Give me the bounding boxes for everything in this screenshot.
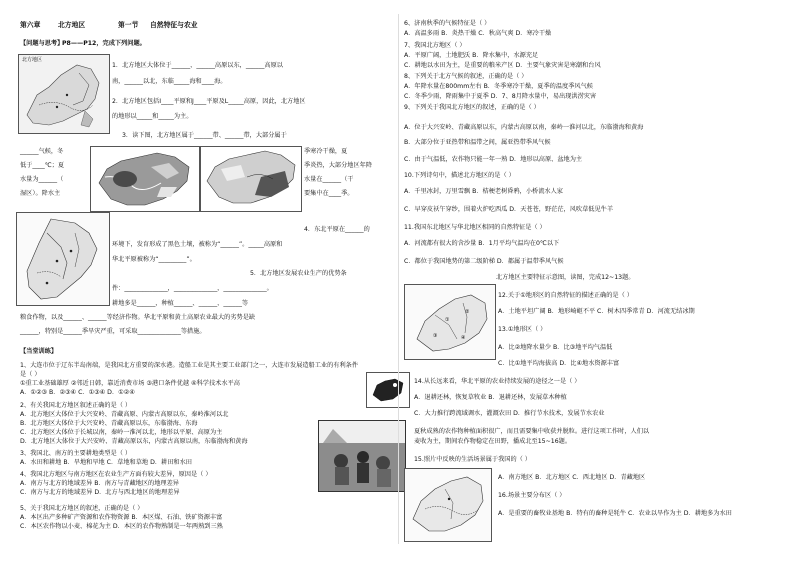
p1-line-4: A．①②③ B．②③④ C．①③④ D．①②④ [20, 389, 135, 396]
preview-heading: 【问题与思考】 [20, 40, 64, 47]
q7-line-3: C．耕地以水田为主，是重要的粮米产区 D．主要气象灾害是寒潮和台风 [404, 62, 601, 69]
q14-options-ab: A．退耕还林，恢复草牧业 B．退耕还林，发展草木种植 [414, 394, 567, 401]
photo-text-2: 麦收为主，期间农作物稳定在田野，播成北至15~16题。 [414, 438, 572, 445]
small-outline-map-drawing [367, 373, 409, 407]
q3-line-7: 水量在______（干 [304, 176, 354, 183]
p4-line-1: 4、我国北方地区与南方地区在农业生产方面有较大差异，原因是（ ） [20, 471, 212, 478]
q3-line-2: ______气候，冬 [20, 148, 64, 155]
svg-text:①: ① [445, 317, 450, 323]
q4-line-1: 4．东北平原在______的 [304, 226, 370, 233]
q7-line-1: 7、我国北方地区（ ） [404, 42, 466, 49]
north-region-map [18, 54, 110, 134]
northeast-map-drawing [17, 213, 109, 305]
p2-line-1: 2、有关我国北方地区叙述正确的是（ ） [20, 402, 132, 409]
p1-line-1: 1、大连市位于辽东半岛南端，是我国北方重要的深水港。造船工业是其主要工业部门之一，大连市发展造船工业的有利条件 [20, 362, 359, 369]
q5-line-3: 耕地多是______，种植______、______、______等 [112, 300, 249, 307]
q7-line-2: A．平原广阔，土地肥沃 B．降水集中，水源充足 [404, 52, 539, 59]
q2-line-2: 的地形以_____和_____为主。 [112, 113, 193, 120]
q10-stem: 10.下列诗句中，描述北方地区的是（ ） [404, 172, 515, 179]
svg-text:②: ② [465, 309, 470, 315]
p5-line-2: A．本区出产多种矿产资源和农作物资源 B．本区煤、石油、铁矿资源丰富 [20, 514, 223, 521]
q4-line-2: 环境下，发育形成了黑色土壤，被称为“______”。_____高原和 [112, 241, 283, 248]
north-china-plain-map-drawing [405, 469, 491, 541]
q16-options: A．是重要的畜牧业基地 B．特有的畜种是牦牛 C．农业以旱作为主 D．耕地多为水田 [498, 510, 732, 517]
q11-stem: 11.我国东北地区与华北地区相同的自然特征是（ ） [404, 224, 546, 231]
small-outline-map [366, 372, 410, 408]
q3-line-4: 低于____℃；夏 [20, 162, 65, 169]
q5-line-1: 5．北方地区发展农业生产的优势条 [250, 270, 347, 277]
q5-line-4: 粮食作物，以及______、______等经济作物。华北平原和黄土高原农业最大的劣势是缺 [20, 314, 256, 321]
q8-line-2: A．年降水量在800mm左右 B．冬季寒冷干燥，夏季的温度季风气候 [404, 83, 593, 90]
china-temperature-map [90, 146, 200, 212]
northeast-map [16, 212, 110, 306]
china-precipitation-map [200, 146, 302, 212]
q4-line-3: 华北平原被称为“_________”。 [112, 256, 196, 263]
section-label: 第一节 [118, 21, 139, 29]
chapter-label: 第六章 [20, 21, 41, 29]
p3-line-2: A．水田和耕地 B．旱地和旱地 C．草地和草地 D．耕田和水田 [20, 459, 192, 466]
column-divider [398, 14, 399, 544]
photo-text-1: 夏秋成熟的农作物种植面积很广，而且需要集中收获并脱粒。进行这项工作时，人们以 [414, 428, 650, 435]
q12-stem: 12.关于①地形区的自然特征的描述正确的是（ ） [498, 292, 633, 299]
q13-options-ab: A．比②地降水量少 B．比③地平均气温低 [498, 344, 613, 351]
p2-line-4: C．北方地区大体位于长城以南，秦岭一淮河以北，地形以平原、高原为主 [20, 429, 223, 436]
q9-option-cd: C．由于气温低，农作物只能一年一熟 D．地形以高原、盆地为主 [404, 156, 583, 163]
q16-stem: 16.场景主要分布区（ ） [498, 492, 566, 499]
svg-text:④: ④ [461, 335, 466, 341]
north-region-map-title: 北方地区 [22, 57, 43, 63]
p5-line-1: 5、关于我国北方地区的叙述，正确的是（ ） [20, 505, 144, 512]
practice-heading: 【当堂训练】 [20, 348, 58, 355]
q8-line-3: C．冬季少雨，降雨集中于夏季 D．7、8月降水量中，易出现洪涝灾害 [404, 93, 597, 100]
q3-line-1: 3．读下图，北方地区属于______带、______带，大部分属于 [122, 132, 287, 139]
q14-stem: 14.从长远来看，华北平原的农业持续发展的途径之一是（ ） [414, 378, 581, 385]
q9-option-a: A．位于大兴安岭、青藏高原以东，内蒙古高原以南，秦岭一淮河以北，东临渤海和黄海 [404, 124, 644, 131]
q5-line-2: 件：______________，______________，______________。 [112, 285, 273, 292]
north-region-map-drawing [19, 55, 109, 133]
region-label: 北方地区 [58, 21, 86, 29]
p4-line-3: C．南方与北方的地域差异 D．北方与西北地区的地理差异 [20, 489, 180, 496]
q12-options: A．土地平坦广阔 B．地形崎岖不平 C．树木四季常青 D．河流无结冰期 [498, 308, 695, 315]
q13-options-cd: C．比①地平均海拔高 D．比④地水资源丰富 [498, 360, 620, 367]
harvest-photo [318, 420, 406, 492]
q6-line-2: A．高温多雨 B．炎热干燥 C．秋高气爽 D．寒冷干燥 [404, 30, 552, 37]
p5-line-3: C．本区农作物以小麦、棉花为主 D．本区的农作物熟制是一年两熟到三熟 [20, 523, 223, 530]
china-temperature-map-drawing [91, 147, 199, 211]
p2-line-2: A．北方地区大体位于大兴安岭、青藏高原、内蒙古高原以东，秦岭淮河以北 [20, 411, 229, 418]
q3-line-5: 季炎热，大部分地区年降 [304, 162, 373, 169]
q3-line-9: 要集中在____季。 [304, 190, 354, 197]
p1-line-3: ①重工业基础雄厚 ②邻近日韩，靠近消费市场 ③港口条件优越 ④科学技术水平高 [20, 380, 240, 387]
q3-line-8: 湿区）。降水主 [20, 190, 61, 197]
north-china-plain-map [404, 468, 492, 542]
q3-line-6: 水量为______（ [20, 176, 64, 183]
q10-options-cd: C．早穿皮袄午穿纱，围着火炉吃西瓜 D．天苍苍，野茫茫，风吹草低见牛羊 [404, 206, 614, 213]
q1-line-1: 1．北方地区大体位于______、______高原以东，______高原以 [112, 62, 283, 69]
q5-line-5: ______，特别是______季旱灾严重，可采取______________等措施。 [20, 328, 206, 335]
q11-options-cd: C．都位于我国地势的第二级阶梯 D．都属于温带季风气候 [404, 258, 564, 265]
q14-options-cd: C．大力推行跨流域调水，灌溉农田 D．推行节水技术，发展节水农业 [414, 410, 605, 417]
q10-options-ab: A．千里冰封，万里雪飘 B．桔梗老树昏鸦，小桥流水人家 [404, 188, 563, 195]
p3-line-1: 3、我国北、南方的主要耕地类型是（ ） [20, 450, 132, 457]
harvest-photo-drawing [319, 421, 405, 491]
q9-stem: 9、下列关于我国北方地区的叙述，正确的是（ ） [404, 104, 540, 111]
china-precipitation-map-drawing [201, 147, 301, 211]
p2-line-5: D．北方地区大体位于大兴安岭、青藏高原以东，内蒙古高原以南，东临渤海和黄海 [20, 438, 248, 445]
p1-line-2: 是（ ） [20, 371, 41, 378]
q2-line-1: 2．北方地区包括I____平原和J____平原及L_____高原，因此，北方地区 [112, 98, 306, 105]
q11-options-ab: A．河流都有很大的含沙量 B．1月平均气温均在0℃以下 [404, 240, 560, 247]
q13-stem: 13.①地形区（ ） [498, 326, 547, 333]
q9-option-b: B．大部分位于亚热带和温带之间，属亚热带季风气候 [404, 139, 551, 146]
svg-text:③: ③ [433, 333, 438, 339]
q15-options: A．南方地区 B．北方地区 C．西北地区 D．青藏地区 [498, 474, 646, 481]
north-china-terrain-map [404, 284, 496, 360]
q6-line-1: 6、济南秋季的气候特征是（ ） [404, 20, 491, 27]
topic-label: 自然特征与农业 [150, 21, 198, 29]
p4-line-2: A．南方与北方的地域差异 B．南方与青藏地区的地理差异 [20, 480, 179, 487]
north-china-terrain-map-drawing [405, 285, 495, 359]
p2-line-3: B．北方地区大体位于大兴安岭、青藏高原以东，东临渤海、东海 [20, 420, 198, 427]
q3-line-3: 季寒冷干燥，夏 [304, 148, 348, 155]
map-intro-text: 北方地区主要特征示意图，读图，完成12~13题。 [496, 274, 635, 281]
q15-stem: 15.照片中反映的生活场景属于我国的（ ） [414, 456, 531, 463]
q1-line-2: 南，______以北，东临_____海和____海。 [112, 78, 227, 85]
q8-line-1: 8、下列关于北方气候的叙述，正确的是（ ） [404, 73, 528, 80]
preview-pages: P8——P12，完成下列问题。 [62, 40, 146, 47]
